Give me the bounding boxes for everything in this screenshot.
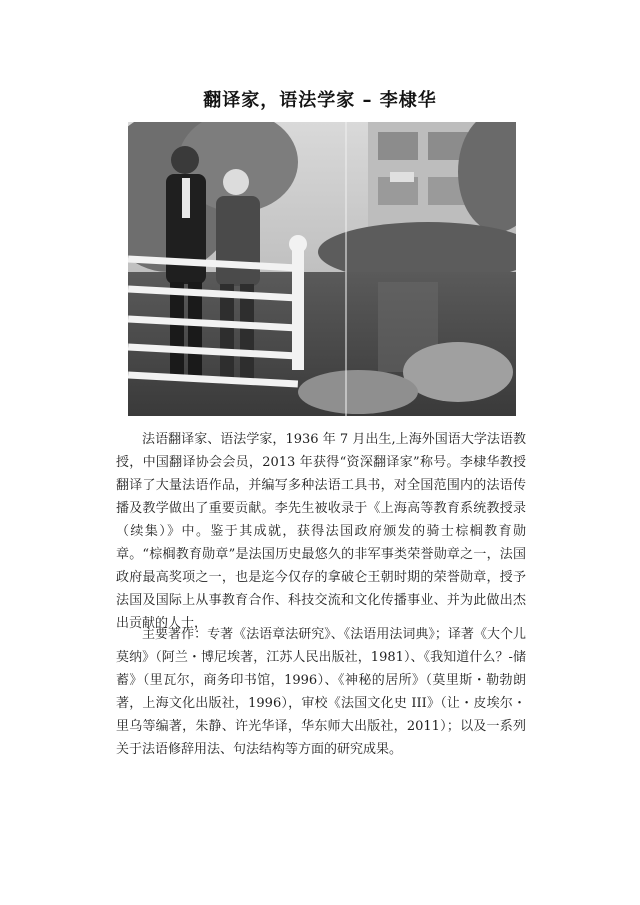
biography-text: 法语翻译家、语法学家，1936 年 7 月出生,上海外国语大学法语教授，中国翻译协会会员，2013 年获得“资深翻译家”称号。李棣华教授翻译了大量法语作品，并编写多种法语工具书，对全国范围内的法语传播及教学做出了重要贡献。李先生被收录于《上海高等教育系统教授录（续集）》中。鉴于其成就，获得法国政府颁发的骑士棕榈教育勋章。“棕榈教育勋章”是法国历史最悠久的非军事类荣誉勋章之一，法国政府最高奖项之一，也是迄今仅存的拿破仑王朝时期的荣誉勋章，授予法国及国际上从事教育合作、科技交流和文化传播事业、并为此做出杰出贡献的人士，: [116, 432, 526, 631]
works-paragraph: [116, 623, 526, 761]
page-title: 翻译家，语法学家 – 李棣华: [203, 90, 437, 111]
portrait-photo: [128, 122, 516, 416]
photo-illustration: [128, 122, 516, 416]
rock-2: [298, 370, 418, 414]
biography-paragraph: [116, 428, 526, 635]
rock-1: [403, 342, 513, 402]
works-text: 主要著作：专著《法语章法研究》、《法语用法词典》；译著《大个儿莫纳》（阿兰・博尼埃著，江苏人民出版社，1981）、《我知道什么？-储蓄》（里瓦尔，商务印书馆，1996）、《神秘的居所》（莫里斯・勒勃朗著，上海文化出版社，1996），审校《法国文化史 III》（让・皮埃尔・里乌等编著，朱静、许光华译，华东师大出版社，2011）；以及一系列关于法语修辞用法、句法结构等方面的研究成果。: [116, 627, 526, 757]
air-conditioner: [390, 172, 414, 182]
